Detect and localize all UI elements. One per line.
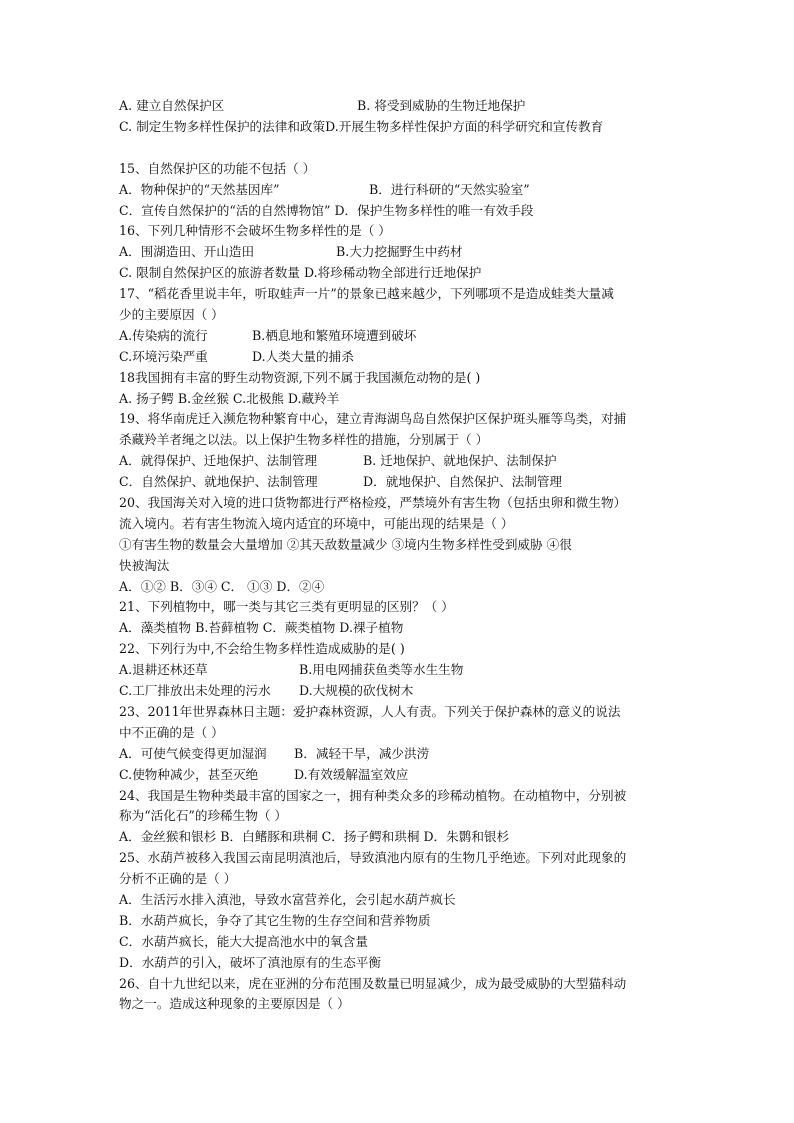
question-options-row <box>119 326 699 347</box>
question-options-row: A．①② B．③④ C． ①③ D．②④ <box>119 578 325 594</box>
option-c: C．自然保护、就地保护、法制管理 <box>119 474 318 490</box>
worksheet-page <box>119 96 699 1015</box>
question-stem-continued: 称为“活化石”的珍稀生物（ ） <box>119 808 288 824</box>
question-stem: 15、自然保护区的功能不包括（ ） <box>119 160 316 176</box>
question-stem-continued: 分析不正确的是（ ） <box>119 871 237 887</box>
question-options-row <box>119 117 699 138</box>
spacer <box>119 138 699 159</box>
option-b: B. 将受到威胁的生物迁地保护 <box>357 98 526 113</box>
question-options-row <box>119 180 699 201</box>
option-b: B．进行科研的“天然实验室” <box>369 181 530 197</box>
option-b: B．水葫芦疯长，争夺了其它生物的生存空间和营养物质 <box>119 912 431 928</box>
question-stem: 18我国拥有丰富的野生动物资源,下列不属于我国濒危动物的是( ) <box>119 369 481 385</box>
option-d: D．水葫芦的引入，破坏了滇池原有的生态平衡 <box>119 954 381 970</box>
question-options-row <box>119 472 699 493</box>
question-options-row: A．藻类植物 B.苔藓植物 C．蕨类植物 D.裸子植物 <box>119 620 404 636</box>
option-a: A．围湖造田、开山造田 <box>119 244 255 260</box>
option-d: D.开展生物多样性保护方面的科学研究和宣传教育 <box>325 118 604 134</box>
question-options-row <box>119 201 699 222</box>
option-c: C．宣传自然保护的“活的自然博物馆” <box>119 202 331 218</box>
question-options-row <box>119 744 699 765</box>
question-options-row <box>119 451 699 472</box>
option-d: D．就地保护、自然保护、法制管理 <box>363 474 563 490</box>
option-c: C．水葫芦疯长，能大大提高池水中的氧含量 <box>119 933 368 949</box>
question-stem-continued: 少的主要原因（ ） <box>119 307 224 323</box>
question-stem-continued: 流入境内。若有害生物流入境内适宜的环境中，可能出现的结果是（ ） <box>119 515 514 531</box>
question-options-row <box>119 96 699 117</box>
option-b: B．减轻干旱，减少洪涝 <box>294 745 430 761</box>
option-c: C.使物种减少，甚至灭绝 <box>119 766 259 782</box>
question-stem-continued: 物之一。造成这种现象的主要原因是（ ） <box>119 996 350 1012</box>
question-options-row <box>119 263 699 284</box>
option-b: B.用电网捕获鱼类等水生生物 <box>299 662 464 678</box>
question-items-continued: 快被淘汰 <box>119 557 170 573</box>
option-c: C.环境污染严重 <box>119 348 208 364</box>
question-stem: 23、2011年世界森林日主题：爱护森林资源，人人有责。下列关于保护森林的意义的说法 <box>119 703 621 719</box>
option-d: D.有效缓解温室效应 <box>294 766 409 782</box>
question-options-row <box>119 347 699 368</box>
question-options-row <box>119 242 699 263</box>
question-stem: 26、自十九世纪以来，虎在亚洲的分布范围及数量已明显减少，成为最受威胁的大型猫科动 <box>119 975 627 991</box>
option-a: A．可使气候变得更加湿润 <box>119 745 267 761</box>
question-options-row <box>119 765 699 786</box>
question-items: ①有害生物的数量会大量增加 ②其天敌数量减少 ③境内生物多样性受到威胁 ④很 <box>119 536 572 552</box>
question-stem: 17、“稻花香里说丰年，听取蛙声一片”的景象已越来越少，下列哪项不是造成蛙类大量减 <box>119 286 614 302</box>
option-c: C. 限制自然保护区的旅游者数量 <box>119 265 300 281</box>
question-options-row: A．金丝猴和银杉 B．白鳍豚和珙桐 C．扬子鳄和珙桐 D．朱鹮和银杉 <box>119 829 510 845</box>
option-c: C. 制定生物多样性保护的法律和政策 <box>119 118 326 134</box>
option-d: D.将珍稀动物全部进行迁地保护 <box>303 265 482 281</box>
question-stem: 24、我国是生物种类最丰富的国家之一，拥有种类众多的珍稀动植物。在动植物中，分别被 <box>119 787 627 803</box>
option-d: D．保护生物多样性的唯一有效手段 <box>334 202 534 218</box>
option-a: A.传染病的流行 <box>119 327 208 343</box>
question-stem: 20、我国海关对入境的进口货物都进行严格检疫，严禁境外有害生物（包括虫卵和微生物） <box>119 495 627 511</box>
option-a: A．生活污水排入滇池，导致水富营养化，会引起水葫芦疯长 <box>119 891 456 907</box>
option-b: B.大力挖掘野生中药材 <box>336 244 463 260</box>
option-b: B.栖息地和繁殖环境遭到破坏 <box>252 327 417 343</box>
option-b: B. 迁地保护、就地保护、法制保护 <box>363 453 557 469</box>
question-stem: 25、水葫芦被移入我国云南昆明滇池后，导致滇池内原有的生物几乎绝迹。下列对此现象的 <box>119 850 627 866</box>
option-a: A．物种保护的“天然基因库” <box>119 181 280 197</box>
question-options-row: A. 扬子鳄 B.金丝猴 C.北极熊 D.藏羚羊 <box>119 390 340 406</box>
option-d: D.大规模的砍伐树木 <box>299 683 414 699</box>
question-options-row <box>119 681 699 702</box>
option-a: A. 建立自然保护区 <box>119 98 225 113</box>
question-options-row <box>119 660 699 681</box>
question-stem: 21、下列植物中，哪一类与其它三类有更明显的区别？（ ） <box>119 599 454 615</box>
option-a: A．就得保护、迁地保护、法制管理 <box>119 453 318 469</box>
option-c: C.工厂排放出未处理的污水 <box>119 683 271 699</box>
question-stem: 16、下列几种情形不会破坏生物多样性的是（ ） <box>119 223 391 239</box>
question-stem-continued: 中不正确的是（ ） <box>119 724 224 740</box>
question-stem: 22、下列行为中,不会给生物多样性造成威胁的是( ) <box>119 641 405 657</box>
option-d: D.人类大量的捕杀 <box>252 348 354 364</box>
question-stem-continued: 杀藏羚羊者绳之以法。以上保护生物多样性的措施，分别属于（ ） <box>119 432 489 448</box>
question-stem: 19、将华南虎迁入濒危物种繁育中心，建立青海湖鸟岛自然保护区保护斑头雁等鸟类，对捕 <box>119 411 627 427</box>
option-a: A.退耕还林还草 <box>119 662 208 678</box>
